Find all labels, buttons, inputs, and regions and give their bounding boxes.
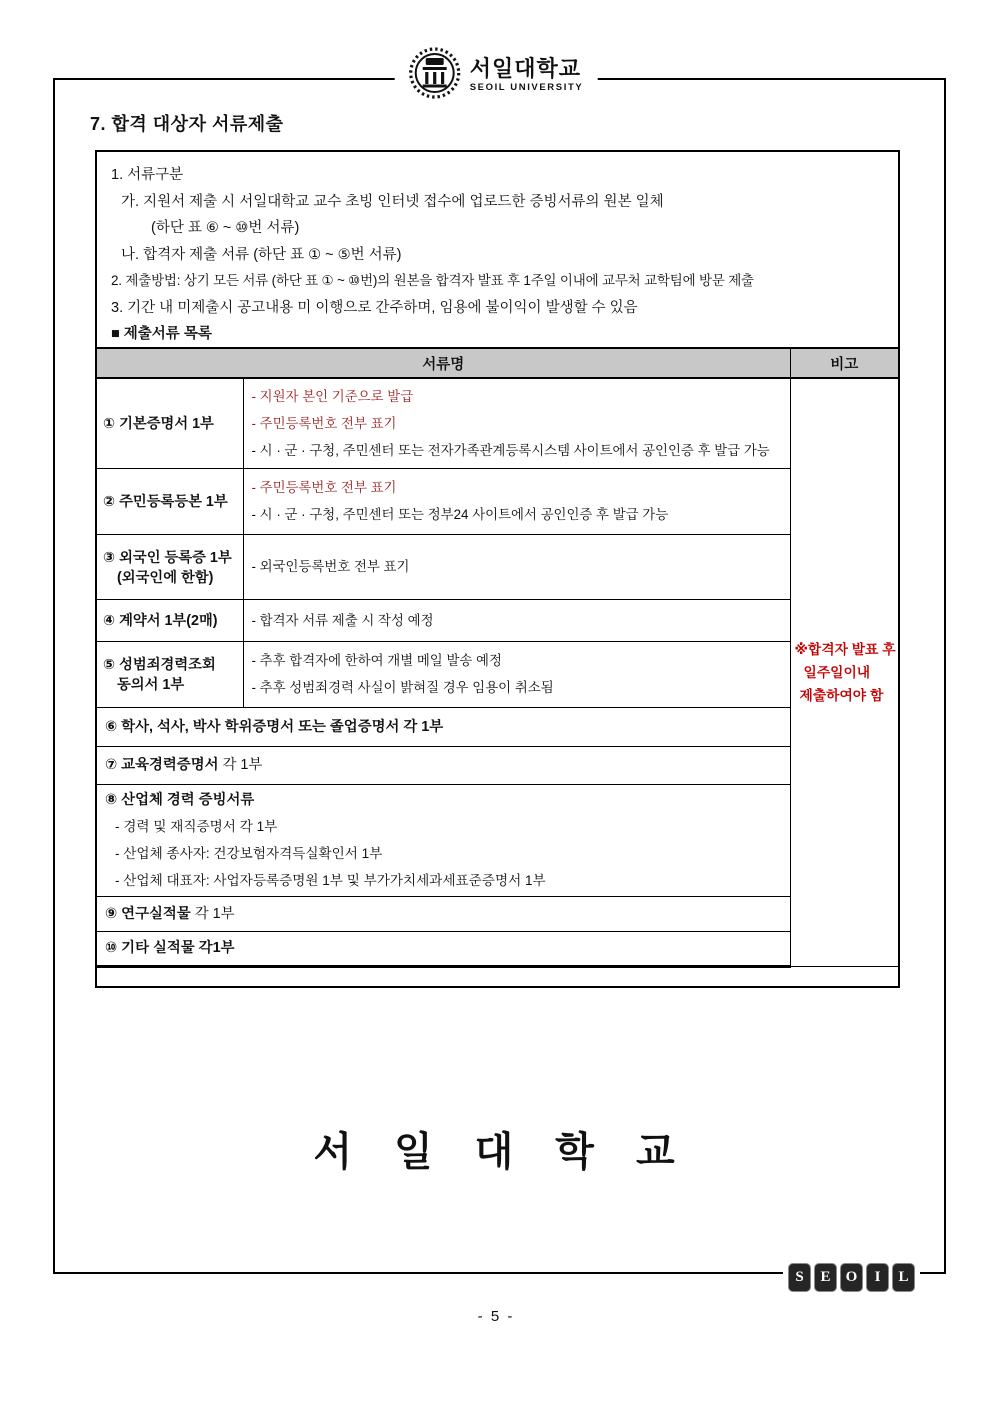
intro-line-6: 3. 기간 내 미제출시 공고내용 미 이행으로 간주하며, 임용에 불이익이 발생할 수 있음: [111, 299, 638, 316]
doc-name: ⑤ 성범죄경력조회 동의서 1부: [97, 641, 243, 707]
doc-details: - 합격자 서류 제출 시 작성 예정: [243, 599, 790, 641]
seoil-letter-block: E: [814, 1263, 837, 1292]
table-row: [97, 468, 898, 534]
university-seal-icon: [409, 47, 461, 104]
submission-list-heading: ■ 제출서류 목록: [111, 326, 212, 342]
intro-notes: [97, 152, 898, 347]
doc-full-row: ⑥ 학사, 석사, 박사 학위증명서 또는 졸업증명서 각 1부: [97, 707, 790, 746]
doc-details: - 외국인등록번호 전부 표기: [243, 534, 790, 599]
doc-details: - 지원자 본인 기준으로 발급 - 주민등록번호 전부 표기 - 시 · 군 · 구청, 주민센터 또는 전자가족관계등록시스템 사이트에서 공인인증 후 발급 가능: [243, 378, 790, 468]
section-title: 7. 합격 대상자 서류제출: [90, 114, 284, 134]
table-row: [97, 896, 898, 931]
doc-full-row: ⑧ 산업체 경력 증빙서류 - 경력 및 재직증명서 각 1부 - 산업체 종사자: 건강보험자격득실확인서 1부 - 산업체 대표자: 사업자등록증명원 1부 및 부가가치세과세표준증명서 1부: [97, 784, 790, 896]
seoil-letter-block: L: [892, 1263, 915, 1292]
column-header-document: 서류명: [97, 348, 790, 378]
intro-line-5: 2. 제출방법: 상기 모든 서류 (하단 표 ① ~ ⑩번)의 원본을 합격자 발표 후 1주일 이내에 교무처 교학팀에 방문 제출: [111, 273, 754, 288]
doc-full-row: ⑩ 기타 실적물 각1부: [97, 931, 790, 966]
doc-name: ④ 계약서 1부(2매): [97, 599, 243, 641]
submission-documents-table: [97, 347, 898, 968]
university-logo: [395, 44, 598, 106]
table-row: [97, 378, 898, 468]
doc-name: ① 기본증명서 1부: [97, 378, 243, 468]
doc-full-row: ⑨ 연구실적물 각 1부: [97, 896, 790, 931]
intro-line-3: (하단 표 ⑥ ~ ⑩번 서류): [151, 220, 300, 236]
university-name-en: SEOIL UNIVERSITY: [469, 81, 584, 93]
intro-line-2: 가. 지원서 제출 시 서일대학교 교수 초빙 인터넷 접수에 업로드한 증빙서류의 원본 일체: [121, 193, 664, 210]
university-name: [470, 57, 584, 92]
page-number: - 5 -: [477, 1308, 515, 1325]
table-row: [97, 931, 898, 966]
seoil-footer-logo: [783, 1263, 920, 1292]
seoil-letter-block: I: [866, 1263, 889, 1292]
column-header-note: 비고: [790, 348, 898, 378]
doc-name: ③ 외국인 등록증 1부 (외국인에 한함): [97, 534, 243, 599]
seoil-letter-block: S: [788, 1263, 811, 1292]
table-row: [97, 784, 898, 896]
table-row: [97, 641, 898, 707]
university-watermark: 서 일 대 학 교: [313, 1129, 679, 1174]
doc-details: - 추후 합격자에 한하여 개별 메일 발송 예정 - 추후 성범죄경력 사실이 밝혀질 경우 임용이 취소됨: [243, 641, 790, 707]
intro-line-4: 나. 합격자 제출 서류 (하단 표 ① ~ ⑤번 서류): [121, 246, 402, 263]
table-row: [97, 599, 898, 641]
intro-line-1: 1. 서류구분: [111, 167, 184, 183]
doc-details: - 주민등록번호 전부 표기 - 시 · 군 · 구청, 주민센터 또는 정부24 사이트에서 공인인증 후 발급 가능: [243, 468, 790, 534]
table-header-row: [97, 348, 898, 378]
table-row: [97, 534, 898, 599]
note-cell: ※합격자 발표 후 일주일이내 제출하여야 함: [790, 378, 898, 966]
table-row: [97, 707, 898, 746]
university-name-kr: 서일대학교: [469, 56, 581, 82]
table-row: [97, 746, 898, 784]
seoil-letter-block: O: [840, 1263, 863, 1292]
doc-full-row: ⑦ 교육경력증명서 각 1부: [97, 746, 790, 784]
doc-name: ② 주민등록등본 1부: [97, 468, 243, 534]
content-box: [95, 150, 900, 988]
